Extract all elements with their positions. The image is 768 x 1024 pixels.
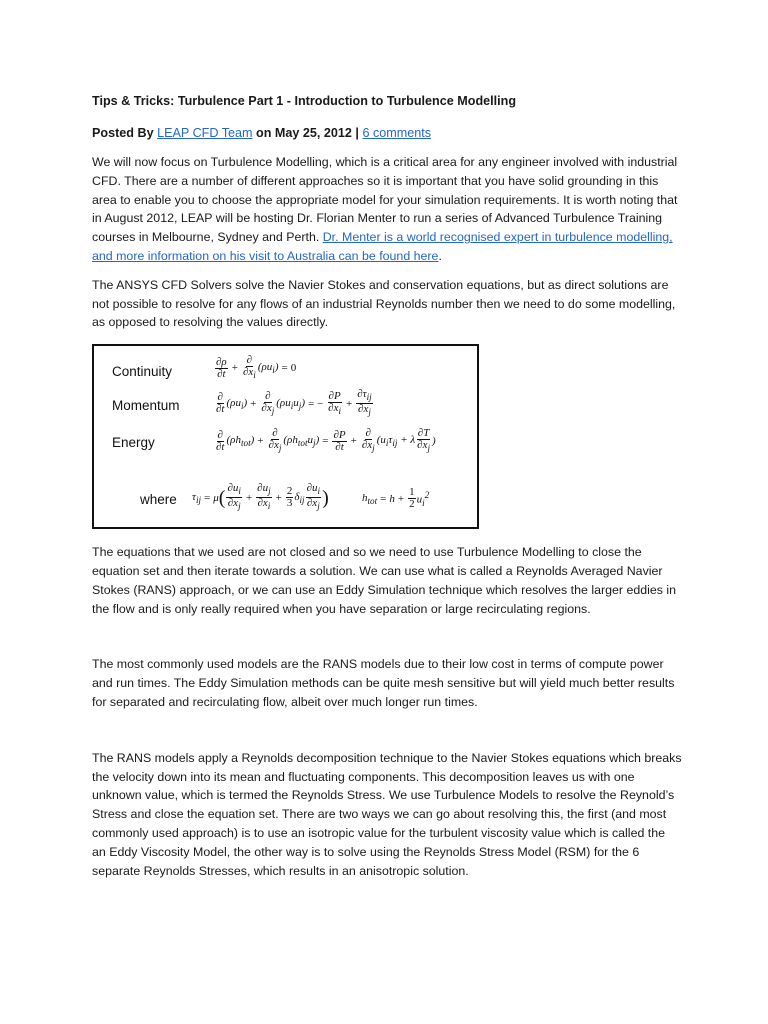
byline-date: on May 25, 2012 | [252, 126, 363, 140]
continuity-label: Continuity [112, 364, 173, 380]
continuity-equation: $\frac{\partial\rho}{\partial t}$ + $\frac{\partial}{\partial x_i}$ $(\rho u_i)$ = 0 [216, 354, 297, 381]
intro-end: . [438, 248, 442, 263]
intro-paragraph [92, 153, 682, 266]
momentum-equation: $\frac{\partial}{\partial t}$ $(\rho u_i)$ + $\frac{\partial}{\partial x_j}$ $(\rho u_iu_j)$ = − $\frac{\partial P}{\partial x_i}$ + $\frac{\partial\tau_{ij}}{\partial x_j}$ [216, 388, 372, 418]
where-label: where [140, 492, 177, 508]
stress-tensor-equation: $\tau_{ij}$ = μ ( $\frac{\partial u_i}{\partial x_j}$ + $\frac{\partial u_j}{\partial x_i}$ + $\frac{2}{3}$ $\delta_{ij}$ $\frac{\partial u_i}{\partial x_j}$ ) [192, 482, 329, 512]
comments-link[interactable]: 6 comments [362, 126, 432, 140]
byline-prefix: Posted By [92, 126, 158, 140]
energy-label: Energy [112, 435, 155, 451]
menter-link[interactable]: Dr. Menter is a world recognised expert in turbulence modelling, and more information on his visit to Australia can be found here [92, 230, 673, 263]
reynolds-decomposition-paragraph: The RANS models apply a Reynolds decomposition technique to the Navier Stokes equations which breaks the velocity down into its mean and fluctuating components. This decomposition leaves us with one unknown value, which is termed the Reynolds Stress. We use Turbulence Models to resolve the Reynold’s Stress and close the equation set. There are two ways we can go about resolving this, the first (and most commonly used approach) is to use an isotropic value for the turbulent viscosity value which is called the an Eddy Viscosity Model, the other way is to solve using the Reynolds Stress Model (RSM) for the 6 separate Reynolds Stresses, which results in an anisotropic solution. [92, 750, 682, 878]
author-link[interactable]: LEAP CFD Team [157, 126, 253, 140]
closure-paragraph: The equations that we used are not closed and so we need to use Turbulence Modelling to close the equation set and then iterate towards a solution. We can use what is called a Reynolds Averaged Navier Stokes (RANS) approach, or we can use an Eddy Simulation technique which resolves the larger eddies in the flow and is only really required when you have separation or large recirculating regions. [92, 545, 677, 616]
solvers-paragraph: The ANSYS CFD Solvers solve the Navier Stokes and conservation equations, but as direct solutions are not possible to resolve for any flows of an industrial Reynolds number then we need to do some modelling, as opposed to resolving the values directly. [92, 277, 676, 330]
enthalpy-equation: $h_{tot}$ = h + $\frac{1}{2}$ $u_i^2$ [362, 486, 430, 511]
energy-equation: $\frac{\partial}{\partial t}$ $(\rho h_{tot})$ + $\frac{\partial}{\partial x_j}$ $(\rho h_{tot}u_j)$ = $\frac{\partial P}{\partial t}$ + $\frac{\partial}{\partial x_j}$ ($u_i\tau_{ij} + \lambda$ $\frac{\partial T}{\partial x_j}$ ) [216, 427, 436, 454]
article-title: Tips & Tricks: Turbulence Part 1 - Introduction to Turbulence Modelling [92, 94, 517, 108]
byline [92, 124, 682, 143]
document-page [92, 92, 682, 880]
momentum-label: Momentum [112, 398, 180, 414]
equations-figure [92, 344, 479, 529]
intro-text: We will now focus on Turbulence Modelling, which is a critical area for any engineer involved with industrial CFD. There are a number of different approaches so it is important that you have solid grounding in this area to enable you to choose the appropriate model for your simulation requirements. It is worth noting that in August 2012, LEAP will be hosting Dr. Florian Menter to run a series of Advanced Turbulence Training courses in Melbourne, Sydney and Perth. [92, 155, 678, 245]
rans-cost-paragraph: The most commonly used models are the RANS models due to their low cost in terms of compute power and run times. The Eddy Simulation methods can be quite mesh sensitive but will yield much better results for separated and recirculating flow, albeit over much longer run times. [92, 657, 675, 709]
